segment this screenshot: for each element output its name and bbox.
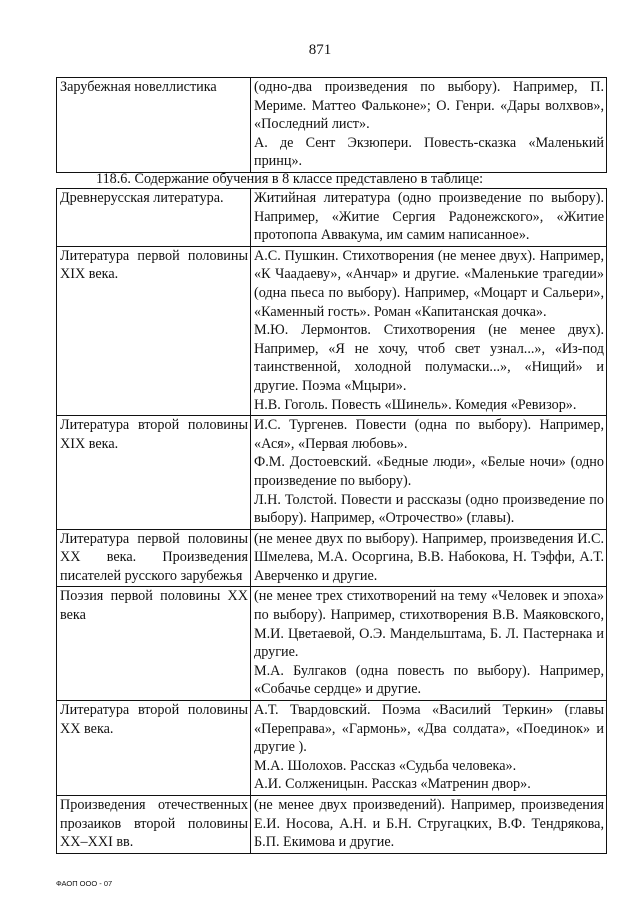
table-row: [57, 529, 607, 587]
topic-cell: Литература второй половины XX века.: [57, 701, 251, 796]
content-cell: [251, 416, 607, 530]
table-row: [57, 796, 607, 854]
content-cell: [251, 529, 607, 587]
content-paragraph: А.Т. Твардовский. Поэма «Василий Теркин» (главы «Переправа», «Гармонь», «Два солдата», «Поединок» и другие ).: [254, 702, 604, 756]
content-cell: [251, 701, 607, 796]
content-paragraph: А. де Сент Экзюпери. Повесть-сказка «Маленький принц».: [254, 134, 604, 170]
topic-cell: Литература первой половины XX века. Произведения писателей русского зарубежья: [57, 529, 251, 587]
table-row: [57, 587, 607, 701]
intro-text: 118.6. Содержание обучения в 8 классе представлено в таблице:: [96, 171, 484, 187]
content-cell: [251, 796, 607, 854]
top-table: [56, 77, 607, 173]
topic-cell: Поэзия первой половины XX века: [57, 587, 251, 701]
content-cell: [251, 246, 607, 415]
footer-code: ФАОП ООО - 07: [56, 879, 113, 888]
table-row: [57, 189, 607, 247]
table-row: [57, 246, 607, 415]
content-paragraph: Л.Н. Толстой. Повести и рассказы (одно произведение по выбору). Например, «Отрочество» (главы).: [254, 491, 604, 527]
content-paragraph: М.А. Шолохов. Рассказ «Судьба человека».: [254, 757, 517, 774]
content-paragraph: Ф.М. Достоевский. «Бедные люди», «Белые ночи» (одно произведение по выбору).: [254, 454, 604, 489]
table-row: [57, 78, 607, 173]
content-paragraph: (не менее трех стихотворений на тему «Человек и эпоха» по выбору). Например, стихотворения В.В. Маяковского, М.И. Цветаевой, О.Э. Мандельштама, Б. Л. Пастернака и другие.: [254, 588, 604, 661]
topic-cell: Литература первой половины XIX века.: [57, 246, 251, 415]
content-paragraph: (не менее двух по выбору). Например, произведения И.С. Шмелева, М.А. Осоргина, В.В. Набокова, Н. Тэффи, А.Т. Аверченко и другие.: [254, 530, 604, 584]
content-paragraph: И.С. Тургенев. Повести (одна по выбору). Например, «Ася», «Первая любовь».: [254, 417, 604, 452]
content-paragraph: А.С. Пушкин. Стихотворения (не менее двух). Например, «К Чаадаеву», «Анчар» и другие. «Маленькие трагедии» (одна пьеса по выбору). Например, «Моцарт и Сальери», «Каменный гость». Роман «Капитанская дочка».: [254, 247, 604, 320]
content-cell: [251, 78, 607, 173]
content-paragraph: (не менее двух произведений). Например, произведения Е.И. Носова, А.Н. и Б.Н. Стругацких, В.Ф. Тендрякова, Б.П. Екимова и другие.: [254, 797, 604, 851]
content-paragraph: М.Ю. Лермонтов. Стихотворения (не менее двух). Например, «Я не хочу, чтоб свет узнал...», «Из-под таинственной, холодной полумаски...», «Нищий» и другие. Поэма «Мцыри».: [254, 322, 604, 394]
content-cell: [251, 587, 607, 701]
content-paragraph: М.А. Булгаков (одна повесть по выбору). Например, «Собачье сердце» и другие.: [254, 662, 604, 698]
content-paragraph: Житийная литература (одно произведение по выбору). Например, «Житие Сергия Радонежского», «Житие протопопа Аввакума, им самим написанное».: [254, 190, 604, 244]
topic-cell: Литература второй половины XIX века.: [57, 416, 251, 530]
table-row: [57, 701, 607, 796]
content-cell: [251, 189, 607, 247]
page-number: 871: [308, 42, 332, 58]
topic-cell: Произведения отечественных прозаиков второй половины XX–XXI вв.: [57, 796, 251, 854]
topic-cell: Зарубежная новеллистика: [57, 78, 251, 173]
content-paragraph: Н.В. Гоголь. Повесть «Шинель». Комедия «Ревизор».: [254, 396, 577, 413]
curriculum-table: [56, 188, 607, 854]
topic-cell: Древнерусская литература.: [57, 189, 251, 247]
content-paragraph: А.И. Солженицын. Рассказ «Матренин двор».: [254, 776, 531, 793]
content-paragraph: (одно-два произведения по выбору). Например, П. Мериме. Маттео Фальконе»; О. Генри. «Дары волхвов», «Последний лист».: [254, 79, 604, 133]
table-row: [57, 416, 607, 530]
